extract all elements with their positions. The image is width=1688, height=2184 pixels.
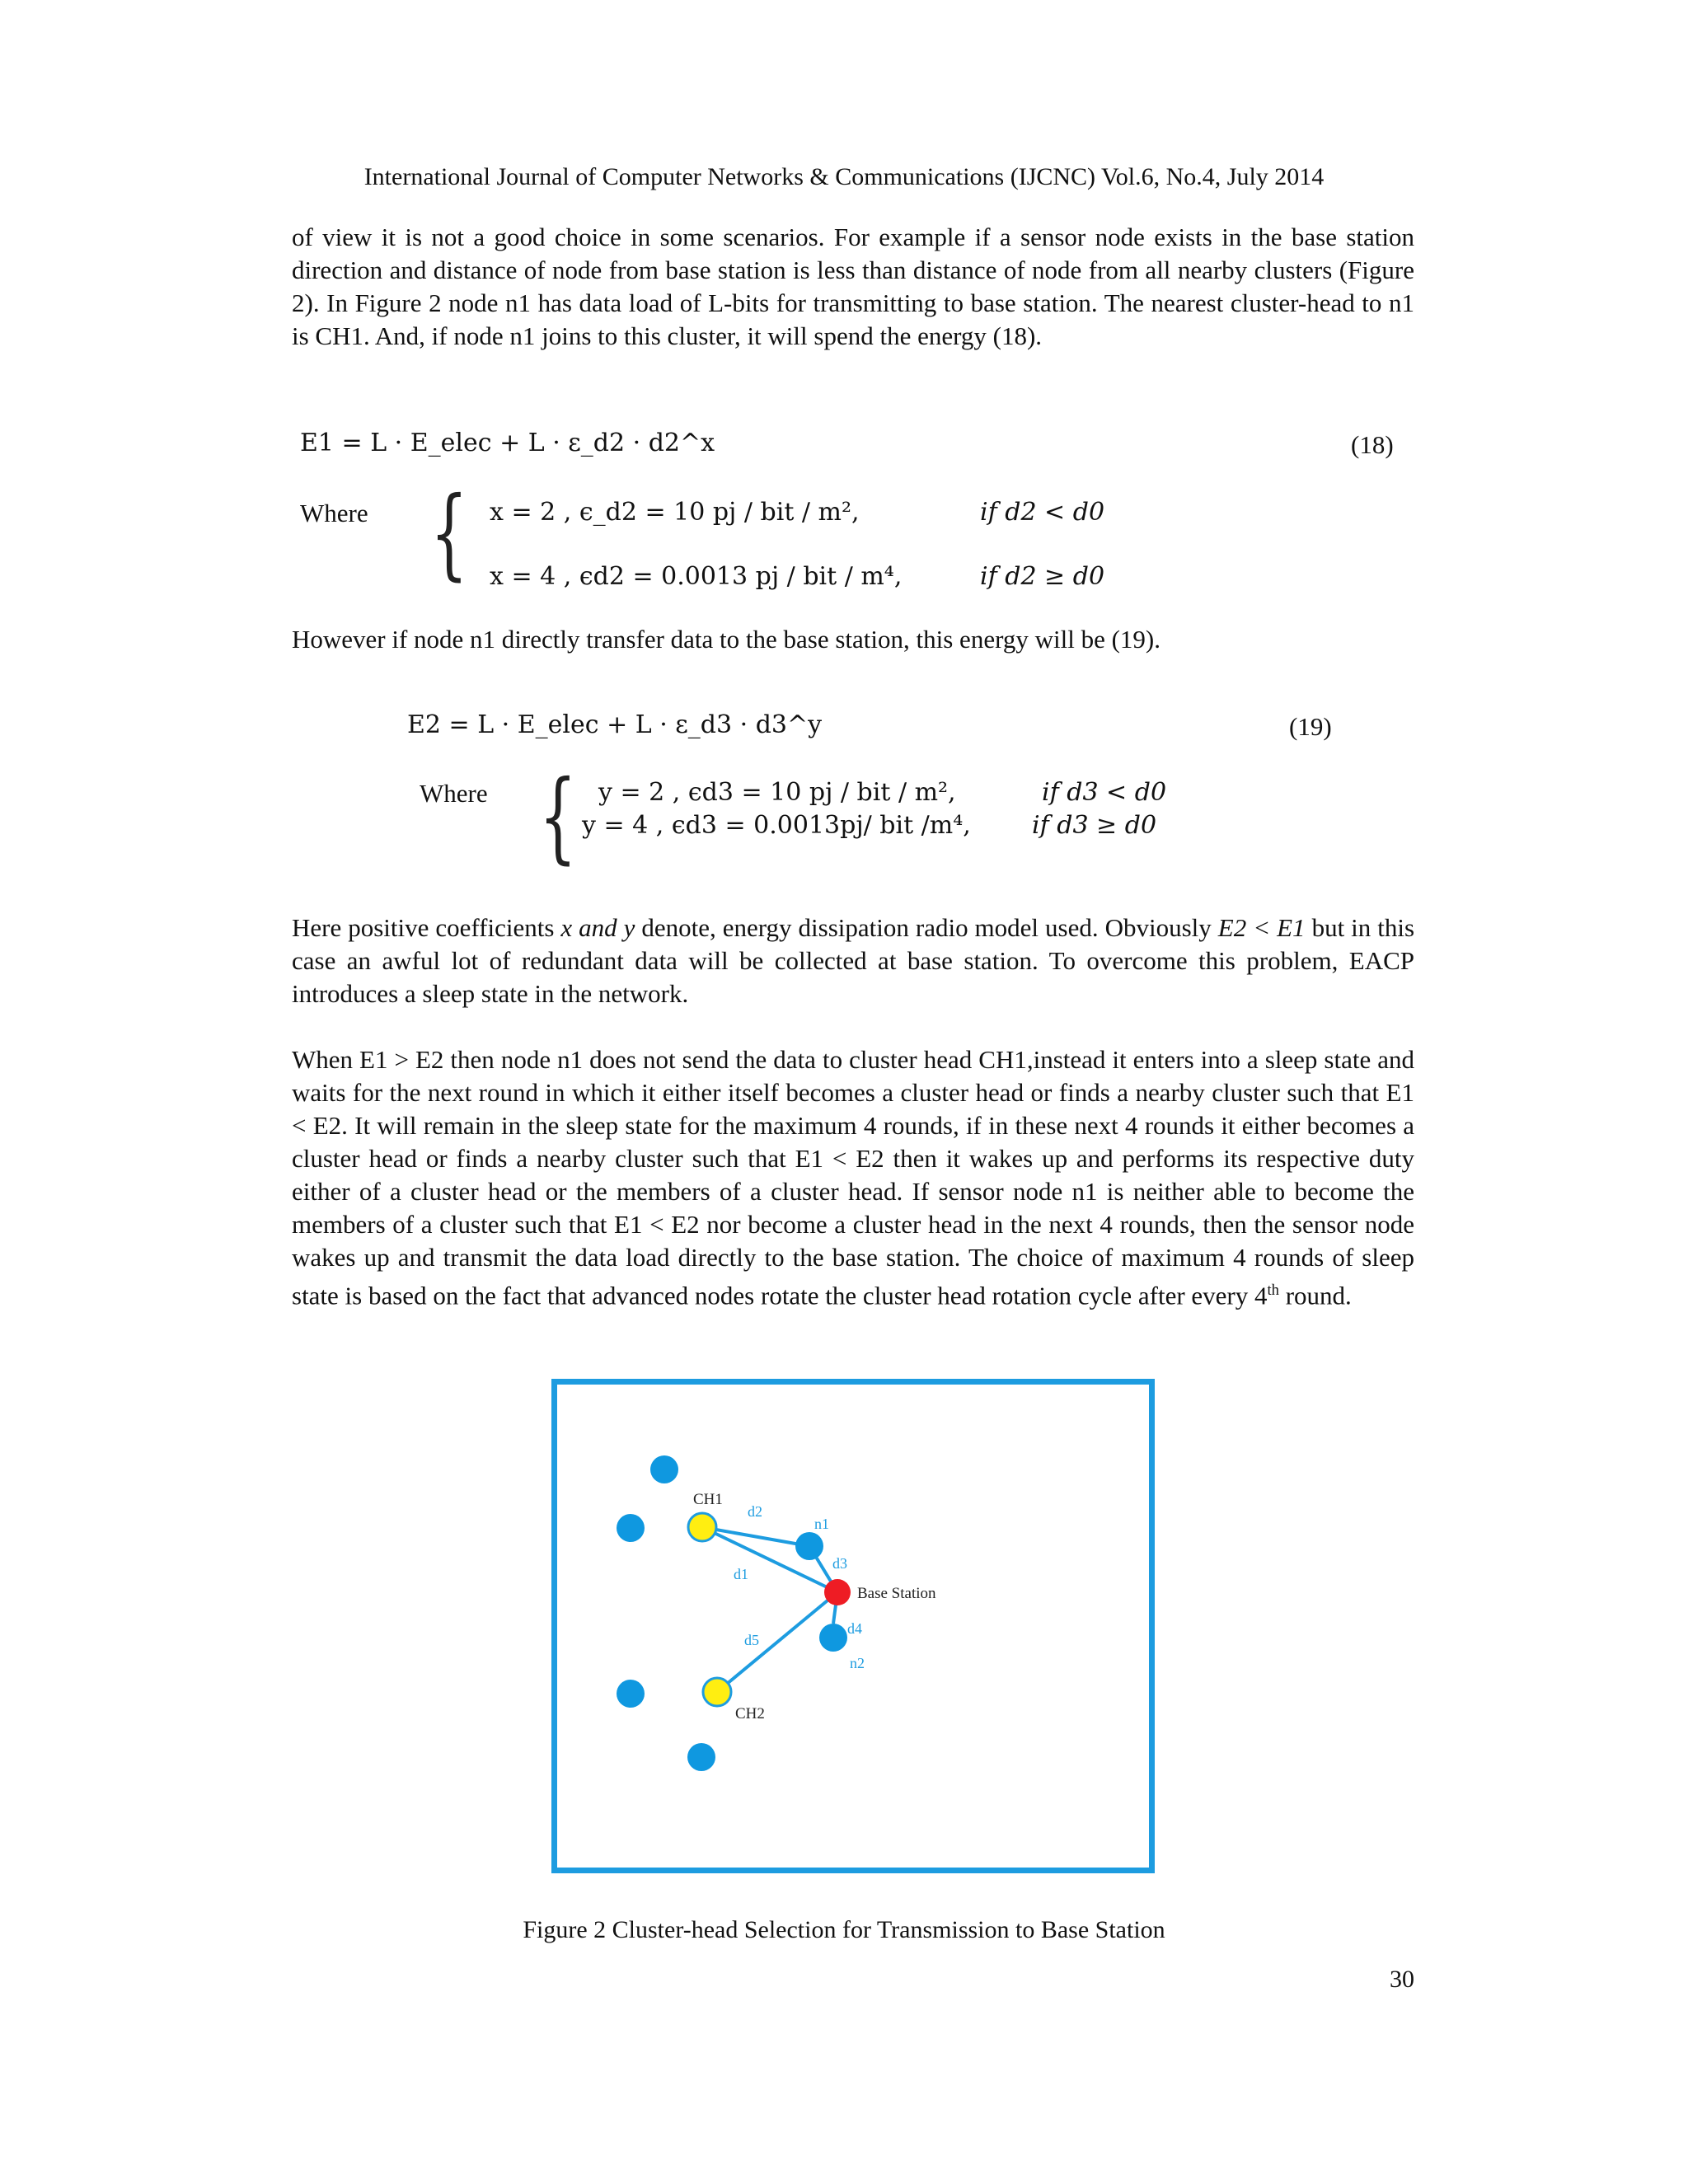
equation-19-case1: y = 2 , ϵd3 = 10 pj / bit / m², [598,778,956,807]
figure-2-diagram [557,1385,1149,1868]
equation-19-case2: y = 4 , ϵd3 = 0.0013pj/ bit /m⁴, [582,811,971,840]
label-n2: n2 [850,1655,865,1671]
equation-19-cond1: if d3 < d0 [1042,778,1167,807]
equation-18-number: (18) [1351,430,1394,459]
equation-19-cond2: if d3 ≥ d0 [1032,811,1157,840]
sensor-node-n2 [819,1624,847,1652]
paragraph-1 [292,221,1414,353]
sensor-node [650,1455,678,1483]
link-ch2-base-station [717,1592,837,1692]
equation-19-where: Where [420,779,488,808]
paragraph-4-text: When E1 > E2 then node n1 does not send the data to cluster head CH1,instead it enters into a sleep state and waits for the next round in which it either itself becomes a cluster head or finds a nearby cluster such that E1 < E2. It will remain in the sleep state for the maximum 4 rounds, if in these next 4 rounds it either becomes a cluster head or finds a nearby cluster such that E1 < E2 then it wakes up and performs its respective duty either of a cluster head or the members of a cluster head. If sensor node n1 is neither able to become the members of a cluster such that E1 < E2 nor become a cluster head in the next 4 rounds, then the sensor node wakes up and transmit the data load directly to the base station. The choice of maximum 4 rounds of sleep state is based on the fact that advanced nodes rotate the cluster head rotation cycle after every 4th round. [292,1045,1414,1310]
sensor-node [617,1514,645,1542]
paragraph-1-text: of view it is not a good choice in some scenarios. For example if a sensor node exists in the base station direction and distance of node from base station is less than distance of node from all nearby clusters (Figure 2). In Figure 2 node n1 has data load of L-bits for transmitting to base station. The nearest cluster-head to n1 is CH1. And, if node n1 joins to this cluster, it will spend the energy (18). [292,223,1414,350]
figure-2 [551,1379,1155,1873]
label-n1: n1 [814,1516,829,1532]
label-d5: d5 [744,1632,759,1648]
paragraph-3-text: Here positive coefficients x and y denote, energy dissipation radio model used. Obviously E2 < E1 but in this case an awful lot of redundant data will be collected at base station. To overcome this problem, EACP introduces a sleep state in the network. [292,913,1415,1008]
paragraph-4 [292,1043,1414,1312]
equation-18-formula: E1 = L · E_elec + L · ε_d2 · d2^x [300,429,715,457]
equation-18-where: Where [300,499,368,527]
paragraph-2-text: However if node n1 directly transfer data to the base station, this energy will be (19). [292,625,1160,654]
sensor-node [617,1680,645,1708]
cluster-head-ch2 [703,1678,731,1706]
sensor-node-n1 [795,1532,823,1560]
equation-19-number: (19) [1289,712,1332,741]
page-number: 30 [1390,1966,1414,1993]
label-d4: d4 [847,1620,862,1637]
label-ch1: CH1 [693,1491,723,1508]
equation-19-brace: { [539,760,577,874]
label-d3: d3 [832,1555,847,1572]
equation-18-cond2: if d2 ≥ d0 [980,562,1105,591]
equation-18-case2: x = 4 , ϵd2 = 0.0013 pj / bit / m⁴, [490,562,903,591]
base-station-node [824,1579,851,1605]
equation-19 [292,710,1414,883]
running-header: International Journal of Computer Networks & Communications (IJCNC) Vol.6, No.4, July 2014 [363,163,1325,190]
equation-18-brace: { [430,476,468,591]
equation-18-cond1: if d2 < d0 [980,498,1105,527]
paragraph-3 [292,912,1414,1010]
label-d2: d2 [748,1503,762,1520]
figure-caption: Figure 2 Cluster-head Selection for Transmission to Base Station [523,1916,1165,1943]
equation-19-formula: E2 = L · E_elec + L · ε_d3 · d3^y [407,710,823,739]
equation-18 [292,429,1414,602]
label-ch2: CH2 [735,1705,765,1722]
paragraph-2 [292,623,1414,656]
equation-18-case1: x = 2 , ϵ_d2 = 10 pj / bit / m², [490,498,860,527]
label-d1: d1 [734,1566,748,1582]
label-base-station: Base Station [857,1585,936,1602]
cluster-head-ch1 [688,1513,716,1541]
sensor-node [687,1743,715,1771]
